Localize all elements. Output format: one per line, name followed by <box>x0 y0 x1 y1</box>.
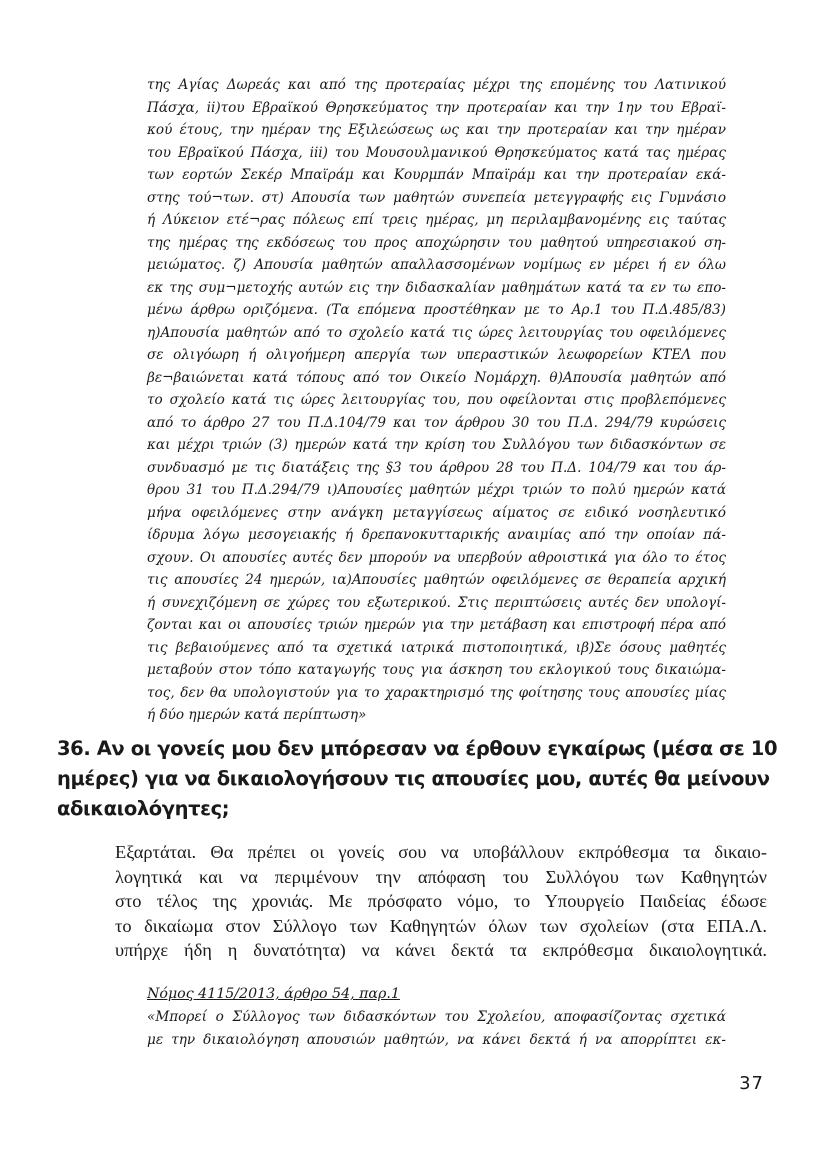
law-reference-title: Νόμος 4115/2013, άρθρο 54, παρ.1 <box>147 986 400 1002</box>
page-number: 37 <box>739 1073 764 1094</box>
law-excerpt-quote <box>147 74 726 727</box>
answer-paragraph <box>115 840 767 963</box>
quote-line: και μέχρι τριών (3) ημερών κατά την κρίση του Συλλόγου των διδασκόντων σε <box>147 437 726 453</box>
quote-line: ή συνεχιζόμενη σε χώρες του εξωτερικού. Στις περιπτώσεις αυτές δεν υπολογί- <box>147 594 726 611</box>
law-text-line: με την δικαιολόγηση απουσιών μαθητών, να κάνει δεκτά ή να απορρίπτει εκ- <box>147 1031 726 1048</box>
question-line: 36. Αν οι γονείς μου δεν μπόρεσαν να έρθουν εγκαίρως (μέσα σε 10 <box>57 737 778 760</box>
quote-line: βε¬βαιώνεται κατά τόπους από τον Οικείο Νομάρχη. θ)Απουσία μαθητών από <box>147 369 726 386</box>
quote-line: μήνα οφειλόμενες στην ανάγκη μεταγγίσεως αίματος σε ειδικό νοσηλευτικό <box>147 504 726 521</box>
question-heading <box>57 734 777 824</box>
quote-line: Πάσχα, ii)του Εβραϊκού Θρησκεύματος την προτεραίαν και την 1ην του Εβραϊ- <box>147 99 726 116</box>
quote-line: σχουν. Οι απουσίες αυτές δεν μπορούν να υπερβούν αθροιστικά για όλο το έτος <box>147 549 726 566</box>
question-line: ημέρες) για να δικαιολογήσουν τις απουσίες μου, αυτές θα μείνουν <box>57 767 770 790</box>
quote-line: ίδρυμα λόγω μεσογειακής ή δρεπανοκυτταρικής αναιμίας από την οποίαν πά- <box>147 527 726 543</box>
quote-line: ή Λύκειον ετέ¬ρας πόλεως επί τρεις ημέρας, μη περιλαμβανομένης εις ταύτας <box>147 212 726 228</box>
quote-line: σε ολιγόωρη ή ολιγοήμερη απεργία των υπεραστικών λεωφορείων ΚΤΕΛ που <box>147 347 726 363</box>
quote-line: ή δύο ημερών κατά περίπτωση» <box>147 707 367 723</box>
law-text-line: «Μπορεί ο Σύλλογος των διδασκόντων του Σχολείου, αποφασίζοντας σχετικά <box>147 1009 726 1025</box>
quote-line: μειώματος. ζ) Απουσία μαθητών απαλλασσομένων νομίμως εν μέρει ή εν όλω <box>147 257 726 273</box>
quote-line: συνδυασμό με τις διατάξεις της §3 του άρθρου 28 του Π.Δ. 104/79 και του άρ- <box>147 459 726 476</box>
quote-line: κού έτους, την ημέραν της Εξιλεώσεως ως και την προτεραίαν και την ημέραν <box>147 122 726 138</box>
quote-line: τος, δεν θα υπολογιστούν για το χαρακτηρισμό της φοίτησης τους απουσίες μίας <box>147 684 726 701</box>
question-line: αδικαιολόγητες; <box>57 797 230 820</box>
law-text-quote <box>147 1006 726 1051</box>
quote-line: από το άρθρο 27 του Π.Δ.104/79 και τον άρθρου 30 του Π.Δ. 294/79 κυρώσεις <box>147 414 726 431</box>
answer-line: Εξαρτάται. Θα πρέπει οι γονείς σου να υποβάλλουν εκπρόθεσμα τα δικαιο- <box>115 842 767 862</box>
answer-line: λογητικά και να περιμένουν την απόφαση του Συλλόγου των Καθηγητών <box>115 866 767 887</box>
quote-line: η)Απουσία μαθητών από το σχολείο κατά τις ώρες λειτουργίας του οφειλόμενες <box>147 324 726 341</box>
quote-line: της Αγίας Δωρεάς και από της προτεραίας μέχρι της επομένης του Λατινικού <box>147 77 726 93</box>
quote-line: μένω άρθρω οριζόμενα. (Τα επόμενα προστέθηκαν με το Αρ.1 του Π.Δ.485/83) <box>147 302 726 318</box>
quote-line: τις βεβαιούμενες από τα σχετικά ιατρικά πιστοποιητικά, ιβ)Σε όσους μαθητές <box>147 639 726 656</box>
quote-line: τις απουσίες 24 ημερών, ια)Απουσίες μαθητών οφειλόμενες σε θεραπεία αρχική <box>147 572 726 588</box>
quote-line: της ημέρας της εκδόσεως του προς αποχώρησιν του μαθητού υπηρεσιακού ση- <box>147 234 726 251</box>
answer-line: το δικαίωμα στον Σύλλογο των Καθηγητών όλων των σχολείων (στα ΕΠΑ.Λ. <box>115 915 767 936</box>
quote-line: του Εβραϊκού Πάσχα, iii) του Μουσουλμανικού Θρησκεύματος κατά τας ημέρας <box>147 144 726 161</box>
quote-line: ζονται και οι απουσίες τριών ημερών για την μετάβαση και επιστροφή πέρα από <box>147 617 726 633</box>
quote-line: εκ της συμ¬μετοχής αυτών εις την διδασκαλίαν μαθημάτων κατά τα εν τω επο- <box>147 279 726 296</box>
quote-line: θρου 31 του Π.Δ.294/79 ι)Απουσίες μαθητών μέχρι τριών το πολύ ημερών κατά <box>147 482 726 498</box>
quote-line: το σχολείο κατά τις ώρες λειτουργίας του, που οφείλονται στις προβλεπόμενες <box>147 392 726 408</box>
quote-line: στης τού¬των. στ) Απουσία των μαθητών συνεπεία μετεγγραφής εις Γυμνάσιο <box>147 189 726 206</box>
answer-line: στο τέλος της χρονιάς. Με πρόσφατο νόμο, το Υπουργείο Παιδείας έδωσε <box>115 891 767 912</box>
quote-line: μεταβούν στον τόπο καταγωγής τους για άσκηση του εκλογικού τους δικαιώμα- <box>147 662 726 678</box>
answer-line: υπήρχε ήδη η δυνατότητα) να κάνει δεκτά τα εκπρόθεσμα δικαιολογητικά. <box>115 940 767 961</box>
quote-line: των εορτών Σεκέρ Μπαϊράμ και Κουρμπάν Μπαϊράμ και την προτεραίαν εκά- <box>147 167 726 183</box>
